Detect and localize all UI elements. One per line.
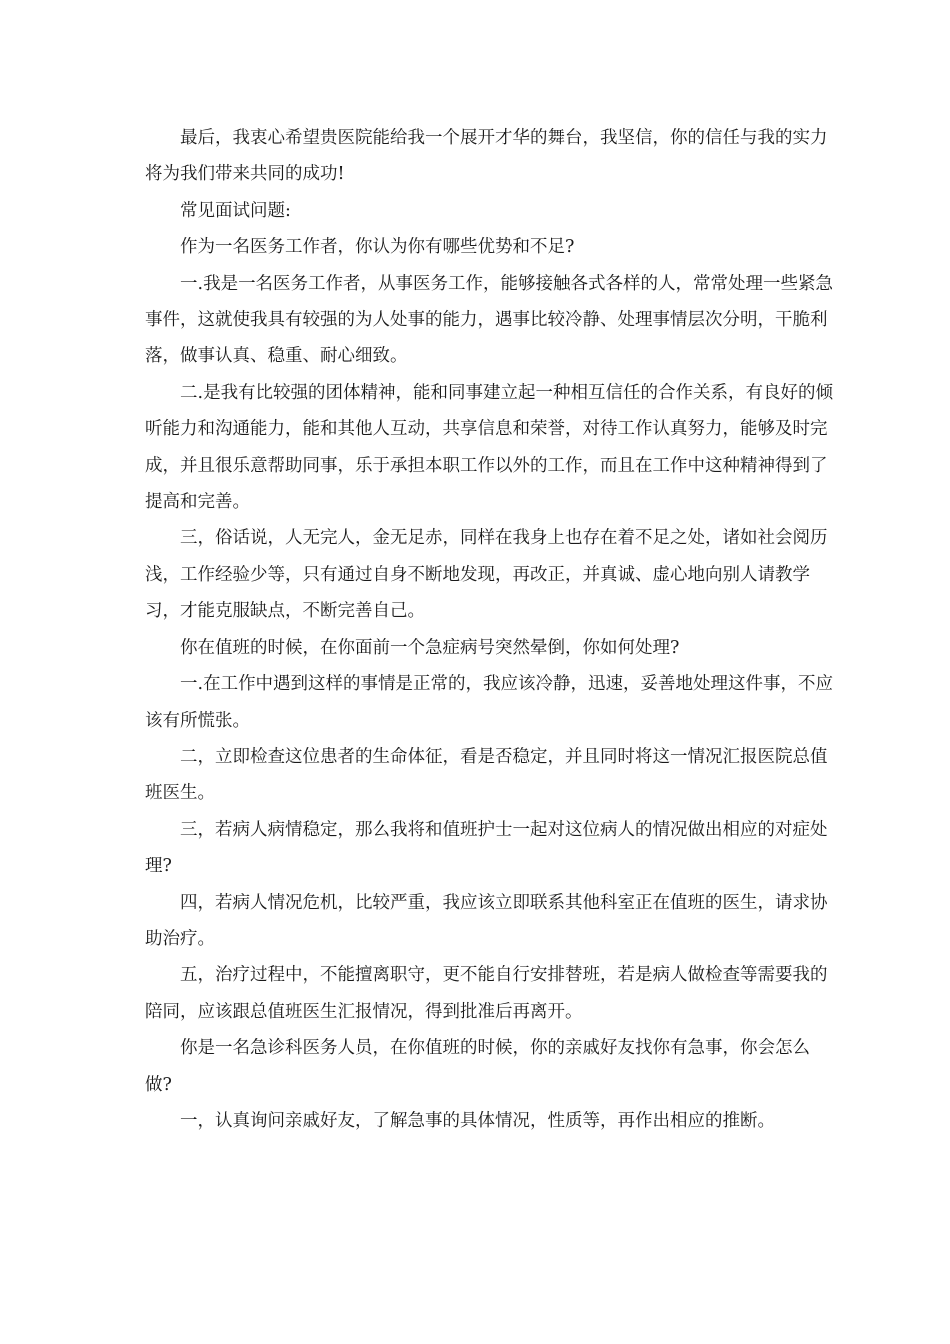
paragraph-question-2: 你在值班的时候，在你面前一个急症病号突然晕倒，你如何处理? [180,637,680,658]
document-body [145,120,835,1139]
paragraph-closing: 最后，我衷心希望贵医院能给我一个展开才华的舞台，我坚信，你的信任与我的实力将为我们带来共同的成功! [145,128,828,185]
paragraph-answer-1-point-1: 一.我是一名医务工作者，从事医务工作，能够接触各式各样的人，常常处理一些紧急事件，这就使我具有较强的为人处事的能力，遇事比较冷静、处理事情层次分明，干脆利落，做事认真、稳重、耐心细致。 [145,273,834,367]
paragraph-answer-2-point-4: 四，若病人情况危机，比较严重，我应该立即联系其他科室正在值班的医生，请求协助治疗。 [145,892,828,949]
paragraph-answer-1-point-2: 二.是我有比较强的团体精神，能和同事建立起一种相互信任的合作关系，有良好的倾听能力和沟通能力，能和其他人互动，共享信息和荣誉，对待工作认真努力，能够及时完成，并且很乐意帮助同事，乐于承担本职工作以外的工作，而且在工作中这种精神得到了提高和完善。 [145,382,834,513]
paragraph-question-3: 你是一名急诊科医务人员，在你值班的时候，你的亲戚好友找你有急事，你会怎么做? [145,1038,810,1095]
paragraph-answer-2-point-1: 一.在工作中遇到这样的事情是正常的，我应该冷静，迅速，妥善地处理这件事，不应该有所慌张。 [145,674,834,731]
paragraph-question-1: 作为一名医务工作者，你认为你有哪些优势和不足? [180,237,575,258]
paragraph-answer-3-point-1: 一，认真询问亲戚好友，了解急事的具体情况，性质等，再作出相应的推断。 [180,1110,775,1131]
paragraph-section-heading: 常见面试问题: [180,200,291,221]
paragraph-answer-2-point-3: 三，若病人病情稳定，那么我将和值班护士一起对这位病人的情况做出相应的对症处理? [145,819,828,877]
paragraph-answer-1-point-3: 三，俗话说，人无完人，金无足赤，同样在我身上也存在着不足之处，诸如社会阅历浅，工作经验少等，只有通过自身不断地发现，再改正，并真诚、虚心地向别人请教学习，才能克服缺点，不断完善自己。 [145,528,828,622]
paragraph-answer-2-point-2: 二，立即检查这位患者的生命体征，看是否稳定，并且同时将这一情况汇报医院总值班医生。 [145,746,828,804]
paragraph-answer-2-point-5: 五，治疗过程中，不能擅离职守，更不能自行安排替班，若是病人做检查等需要我的陪同，应该跟总值班医生汇报情况，得到批准后再离开。 [145,965,828,1022]
